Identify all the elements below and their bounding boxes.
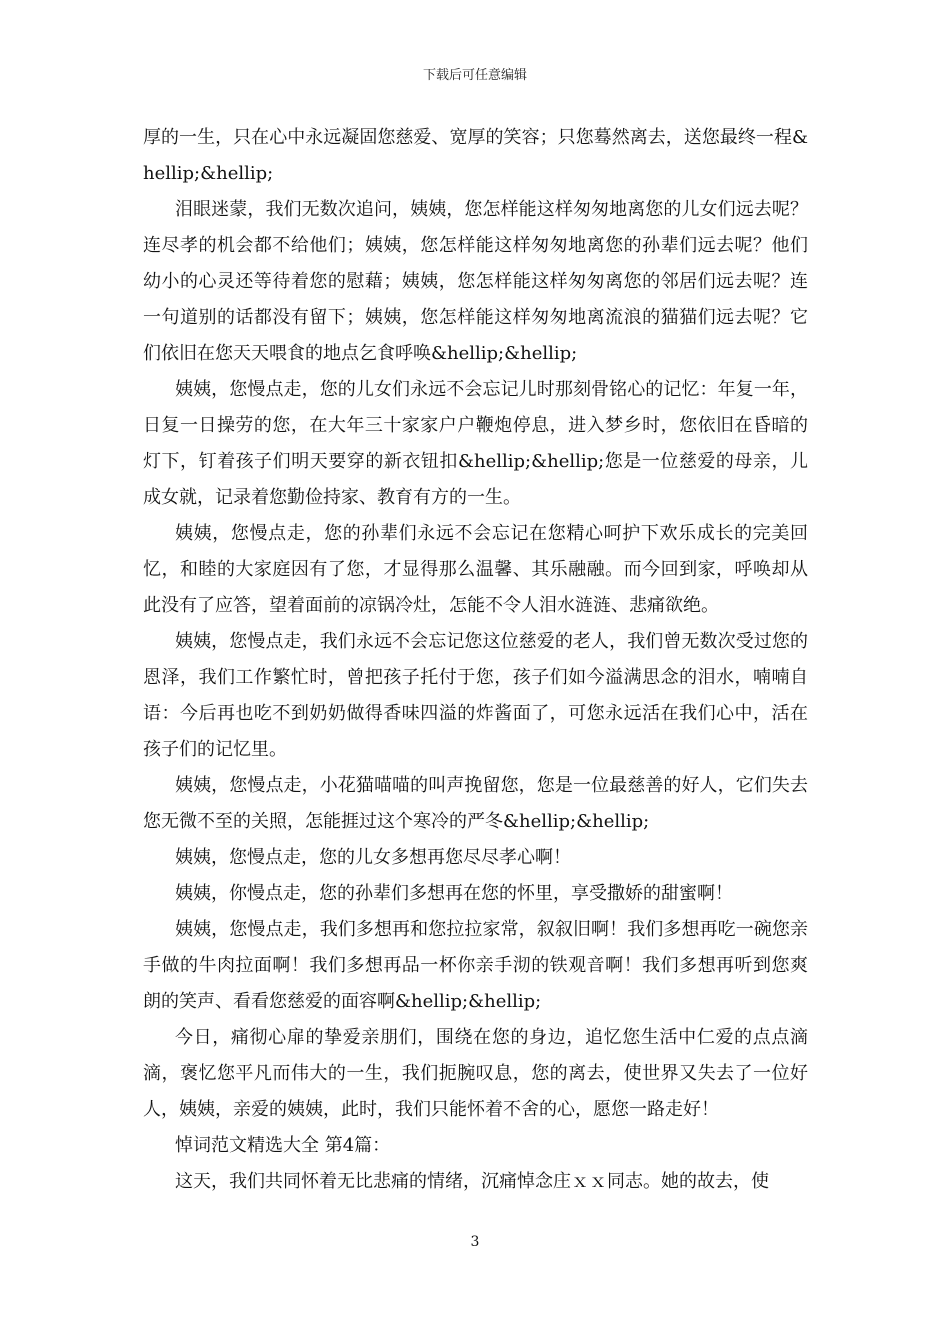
paragraph-8: 姨姨，你慢点走，您的孙辈们多想再在您的怀里，享受撒娇的甜蜜啊！ — [175, 883, 733, 904]
paragraph-5: 姨姨，您慢点走，我们永远不会忘记您这位慈爱的老人，我们曾无数次受过您的恩泽，我们工作繁忙时，曾把孩子托付于您，孩子们如今溢满思念的泪水，喃喃自语：今后再也吃不到奶奶做得香味四溢的炸酱面了，可您永远活在我们心中，活在孩子们的记忆里。 — [143, 631, 808, 760]
document-body — [143, 120, 808, 1200]
paragraph-10: 今日，痛彻心扉的挚爱亲朋们，围绕在您的身边，追忆您生活中仁爱的点点滴滴，褒忆您平凡而伟大的一生，我们扼腕叹息，您的离去，使世界又失去了一位好人，姨姨，亲爱的姨姨，此时，我们只能怀着不舍的心，愿您一路走好！ — [143, 1027, 808, 1120]
paragraph-2: 泪眼迷蒙，我们无数次追问，姨姨，您怎样能这样匆匆地离您的儿女们远去呢？连尽孝的机会都不给他们；姨姨，您怎样能这样匆匆地离您的孙辈们远去呢？他们幼小的心灵还等待着您的慰藉；姨姨，您怎样能这样匆匆离您的邻居们远去呢？连一句道别的话都没有留下；姨姨，您怎样能这样匆匆地离流浪的猫猫们远去呢？它们依旧在您天天喂食的地点乞食呼唤&hellip;&hellip; — [143, 199, 808, 364]
paragraph-4: 姨姨，您慢点走，您的孙辈们永远不会忘记在您精心呵护下欢乐成长的完美回忆，和睦的大家庭因有了您，才显得那么温馨、其乐融融。而今回到家，呼唤却从此没有了应答，望着面前的凉锅冷灶，怎能不令人泪水涟涟、悲痛欲绝。 — [143, 523, 808, 616]
paragraph-7: 姨姨，您慢点走，您的儿女多想再您尽尽孝心啊！ — [175, 847, 571, 868]
page-header: 下载后可任意编辑 — [422, 68, 527, 83]
paragraph-1: 厚的一生，只在心中永远凝固您慈爱、宽厚的笑容；只您蓦然离去，送您最终一程&hellip;&hellip; — [143, 127, 808, 184]
paragraph-11: 这天，我们共同怀着无比悲痛的情绪，沉痛悼念庄ｘｘ同志。她的故去，使 — [175, 1171, 769, 1192]
paragraph-3: 姨姨，您慢点走，您的儿女们永远不会忘记儿时那刻骨铭心的记忆：年复一年，日复一日操劳的您，在大年三十家家户户鞭炮停息，进入梦乡时，您依旧在昏暗的灯下，钉着孩子们明天要穿的新衣钮扣&hellip;&hellip;您是一位慈爱的母亲，儿成女就，记录着您勤俭持家、教育有方的一生。 — [143, 379, 808, 508]
paragraph-6: 姨姨，您慢点走，小花猫喵喵的叫声挽留您，您是一位最慈善的好人，它们失去您无微不至的关照，怎能捱过这个寒冷的严冬&hellip;&hellip; — [143, 775, 808, 832]
page-number: 3 — [470, 1234, 480, 1250]
paragraph-9: 姨姨，您慢点走，我们多想再和您拉拉家常，叙叙旧啊！我们多想再吃一碗您亲手做的牛肉拉面啊！我们多想再品一杯你亲手沏的铁观音啊！我们多想再听到您爽朗的笑声、看看您慈爱的面容啊&hellip;&hellip; — [143, 919, 808, 1012]
section-heading: 悼词范文精选大全 第4篇： — [175, 1135, 391, 1156]
